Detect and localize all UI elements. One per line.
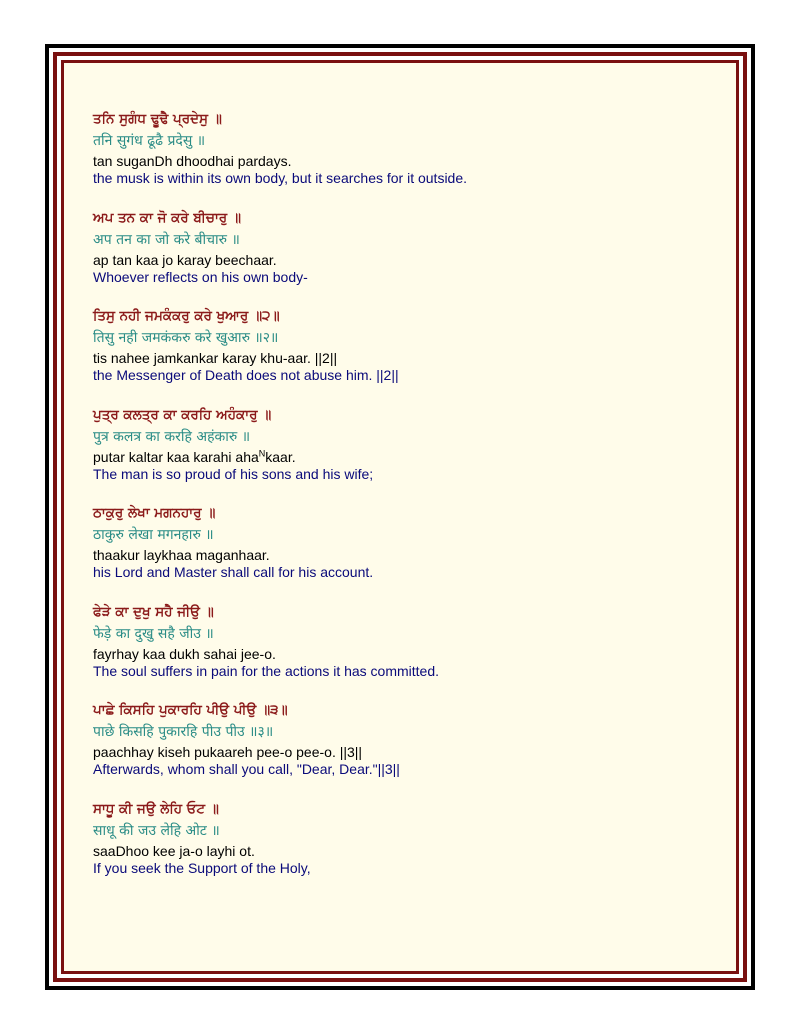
translation-line: The man is so proud of his sons and his wife; xyxy=(93,465,374,482)
verse-list xyxy=(93,109,716,897)
verse-block xyxy=(93,700,716,778)
transliteration-line: saaDhoo kee ja-o layhi ot. xyxy=(93,842,255,859)
devanagari-line: फेड़े का दुखु सहै जीउ ॥ xyxy=(93,625,214,642)
devanagari-line: तिसु नही जमकंकरु करे खुआरु ॥२॥ xyxy=(93,330,279,346)
devanagari-line: पुत्र कलत्र का करहि अहंकारु ॥ xyxy=(93,428,251,445)
page-border-red xyxy=(53,52,747,982)
transliteration-line: tan suganDh dhoodhai pardays. xyxy=(93,153,292,169)
gurmukhi-line: ਤਿਸੁ ਨਹੀ ਜਮਕੰਕਰੁ ਕਰੇ ਖੁਆਰੁ ॥੨॥ xyxy=(93,308,280,324)
gurmukhi-line: ਸਾਧੂ ਕੀ ਜਉ ਲੇਹਿ ਓਟ ॥ xyxy=(93,800,219,817)
devanagari-line: अप तन का जो करे बीचारु ॥ xyxy=(93,231,240,248)
page-border-outer xyxy=(45,44,755,990)
devanagari-line: ठाकुरु लेखा मगनहारु ॥ xyxy=(93,527,214,543)
verse-block xyxy=(93,405,716,483)
gurmukhi-line: ਪੁਤ੍ਰ ਕਲਤ੍ਰ ਕਾ ਕਰਹਿ ਅਹੰਕਾਰੁ ॥ xyxy=(93,406,272,423)
translation-line: The soul suffers in pain for the actions it has committed. xyxy=(93,662,440,679)
verse-block xyxy=(93,503,716,581)
verse-block xyxy=(93,602,716,680)
translation-line: Whoever reflects on his own body- xyxy=(93,268,308,285)
page-border-inner xyxy=(61,60,739,974)
gurmukhi-line: ਠਾਕੁਰੁ ਲੇਖਾ ਮਗਨਹਾਰੁ ॥ xyxy=(93,505,216,521)
translation-line: If you seek the Support of the Holy, xyxy=(93,859,311,876)
transliteration-line: ap tan kaa jo karay beechaar. xyxy=(93,251,277,268)
translation-line: his Lord and Master shall call for his account. xyxy=(93,564,374,580)
transliteration-text: kaar. xyxy=(265,448,296,465)
superscript-n: N xyxy=(258,447,266,458)
transliteration-line: fayrhay kaa dukh sahai jee-o. xyxy=(93,645,276,662)
translation-line: Afterwards, whom shall you call, "Dear, Dear."||3|| xyxy=(93,761,400,777)
transliteration-text: putar kaltar kaa karahi aha xyxy=(93,448,259,465)
translation-line: the Messenger of Death does not abuse him. ||2|| xyxy=(93,367,399,383)
devanagari-line: तनि सुगंध ढूढै प्रदेसु ॥ xyxy=(93,133,206,149)
verse-block xyxy=(93,799,716,877)
devanagari-line: साधू की जउ लेहि ओट ॥ xyxy=(93,822,220,839)
verse-block xyxy=(93,208,716,286)
gurmukhi-line: ਫੇੜੇ ਕਾ ਦੁਖੁ ਸਹੈ ਜੀਉ ॥ xyxy=(93,603,214,620)
verse-block xyxy=(93,306,716,384)
translation-line: the musk is within its own body, but it searches for it outside. xyxy=(93,170,468,186)
gurmukhi-line: ਤਨਿ ਸੁਗੰਧ ਢੂਢੈ ਪ੍ਰਦੇਸੁ ॥ xyxy=(93,111,222,127)
transliteration-line xyxy=(93,449,716,466)
gurmukhi-line: ਅਪ ਤਨ ਕਾ ਜੋ ਕਰੇ ਬੀਚਾਰੁ ॥ xyxy=(93,209,241,226)
transliteration-line: thaakur laykhaa maganhaar. xyxy=(93,547,270,563)
verse-block xyxy=(93,109,716,187)
transliteration-line: paachhay kiseh pukaareh pee-o pee-o. ||3|| xyxy=(93,744,363,760)
transliteration-line: tis nahee jamkankar karay khu-aar. ||2|| xyxy=(93,350,338,366)
devanagari-line: पाछे किसहि पुकारहि पीउ पीउ ॥३॥ xyxy=(93,724,274,740)
gurmukhi-line: ਪਾਛੇ ਕਿਸਹਿ ਪੁਕਾਰਹਿ ਪੀਉ ਪੀਉ ॥੩॥ xyxy=(93,702,288,718)
